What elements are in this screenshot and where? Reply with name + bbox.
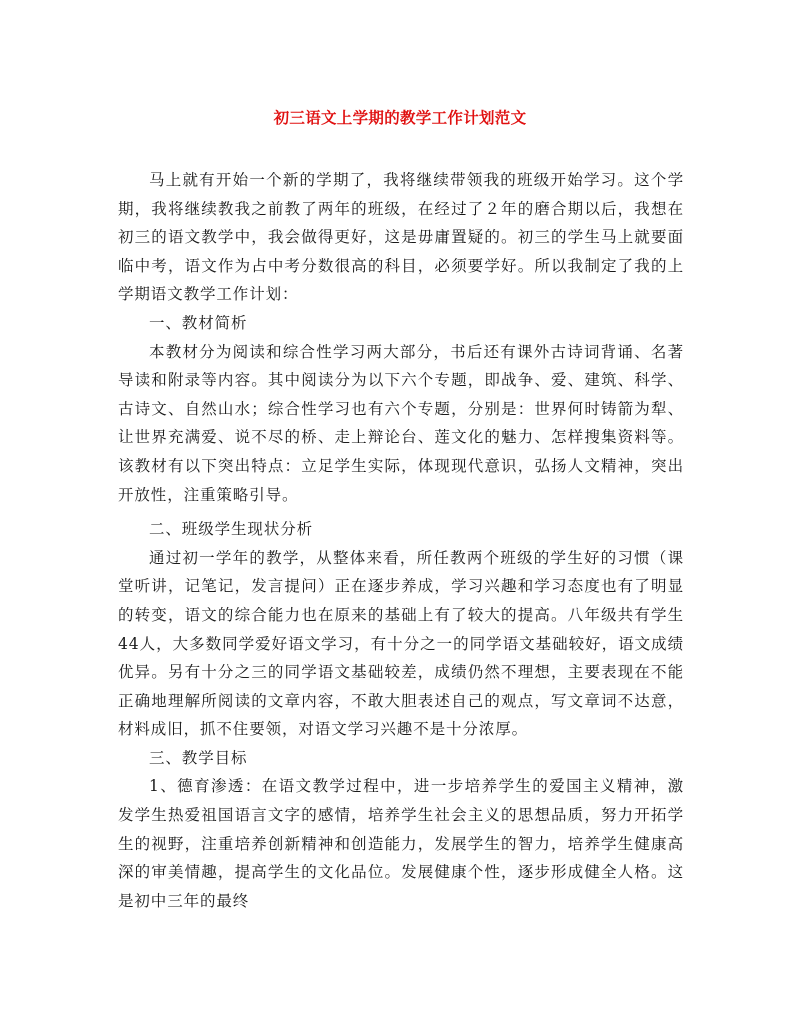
document-title: 初三语文上学期的教学工作计划范文: [273, 108, 527, 127]
heading-student-analysis: 二、班级学生现状分析: [149, 520, 314, 539]
paragraph-student-analysis: 通过初一学年的教学，从整体来看，所任教两个班级的学生好的习惯（课堂听讲，记笔记，发言提问）正在逐步养成，学习兴趣和学习态度也有了明显的转变，语文的综合能力也在原来的基础上有了较大的提高。八年级共有学生44人，大多数同学爱好语文学习，有十分之一的同学语文基础较好，语文成绩优异。另有十分之三的同学语文基础较差，成绩仍然不理想，主要表现在不能正确地理解所阅读的文章内容，不敢大胆表述自己的观点，写文章词不达意，材料成旧，抓不住要领，对语文学习兴趣不是十分浓厚。: [118, 548, 684, 739]
paragraph-intro: 马上就有开始一个新的学期了，我将继续带领我的班级开始学习。这个学期，我将继续教我之前教了两年的班级，在经过了２年的磨合期以后，我想在初三的语文教学中，我会做得更好，这是毋庸置疑的。初三的学生马上就要面临中考，语文作为占中考分数很高的科目，必须要学好。所以我制定了我的上学期语文教学工作计划：: [118, 171, 684, 304]
heading-textbook-analysis: 一、教材简析: [149, 313, 248, 332]
document-body: [118, 166, 684, 915]
heading-teaching-goals: 三、教学目标: [149, 748, 248, 767]
paragraph-teaching-goals: 1、德育渗透：在语文教学过程中，进一步培养学生的爱国主义精神，激发学生热爱祖国语言文字的感情，培养学生社会主义的思想品质，努力开拓学生的视野，注重培养创新精神和创造能力，发展学生的智力，培养学生健康高深的审美情趣，提高学生的文化品位。发展健康个性，逐步形成健全人格。这是初中三年的最终: [118, 777, 684, 910]
paragraph-textbook-analysis: 本教材分为阅读和综合性学习两大部分，书后还有课外古诗词背诵、名著导读和附录等内容。其中阅读分为以下六个专题，即战争、爱、建筑、科学、古诗文、自然山水；综合性学习也有六个专题，分别是：世界何时铸箭为犁、让世界充满爱、说不尽的桥、走上辩论台、莲文化的魅力、怎样搜集资料等。该教材有以下突出特点：立足学生实际，体现现代意识，弘扬人文精神，突出开放性，注重策略引导。: [118, 342, 684, 504]
